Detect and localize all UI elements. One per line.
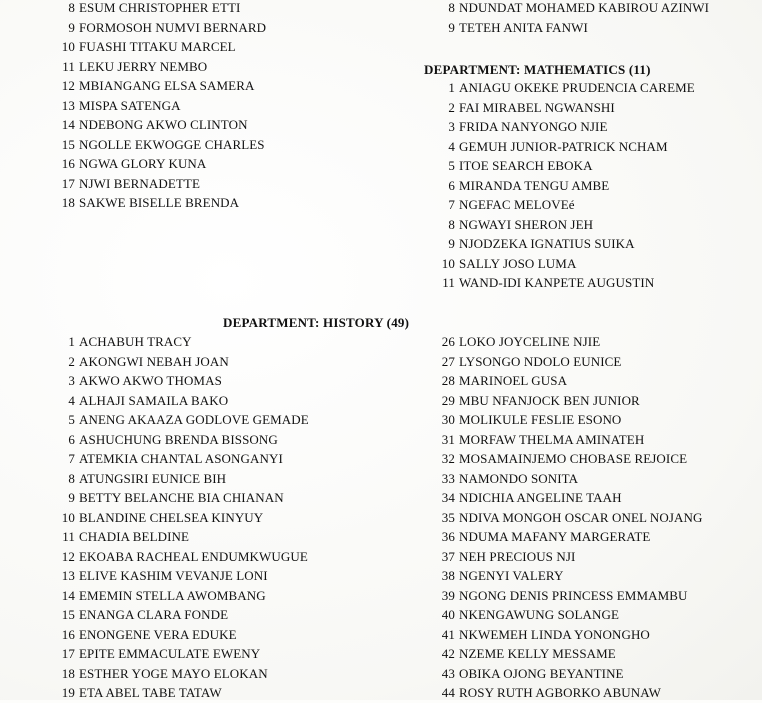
item-number: 38 xyxy=(441,568,455,583)
list-item xyxy=(430,137,668,157)
left-top-list xyxy=(44,0,374,218)
item-number: 29 xyxy=(441,392,455,408)
list-item xyxy=(430,371,567,391)
list-item xyxy=(430,254,576,274)
item-name: AKWO AKWO THOMAS xyxy=(79,373,222,388)
item-name: FRIDA NANYONGO NJIE xyxy=(459,119,608,134)
item-name: ETA ABEL TABE TATAW xyxy=(79,685,222,700)
item-number: 13 xyxy=(61,568,75,583)
item-number: 10 xyxy=(441,255,455,271)
list-item xyxy=(430,273,654,293)
item-number: 19 xyxy=(61,685,75,700)
item-number: 7 xyxy=(448,197,455,212)
list-item xyxy=(44,566,268,586)
list-item xyxy=(430,605,619,625)
item-number: 8 xyxy=(68,0,75,15)
list-item xyxy=(430,449,687,469)
item-name: EKOABA RACHEAL ENDUMKWUGUE xyxy=(79,548,308,564)
list-item xyxy=(430,156,593,176)
history-right-list xyxy=(430,332,760,702)
item-name: MBIANGANG ELSA SAMERA xyxy=(79,78,255,93)
list-item xyxy=(44,625,237,645)
item-name: CHADIA BELDINE xyxy=(79,529,190,544)
item-number: 28 xyxy=(441,373,455,388)
list-item xyxy=(44,430,278,450)
item-name: NGONG DENIS PRINCESS EMMAMBU xyxy=(459,587,688,603)
item-name: BETTY BELANCHE BIA CHIANAN xyxy=(79,490,284,505)
item-number: 3 xyxy=(68,373,75,388)
item-name: ROSY RUTH AGBORKO ABUNAW xyxy=(459,685,662,700)
item-number: 2 xyxy=(448,99,455,115)
item-name: NEH PRECIOUS NJI xyxy=(459,548,576,564)
list-item xyxy=(44,0,240,18)
item-name: NGWA GLORY KUNA xyxy=(79,156,207,171)
item-number: 11 xyxy=(62,529,75,544)
right-top-list xyxy=(430,0,760,43)
item-name: SALLY JOSO LUMA xyxy=(459,255,577,271)
list-item xyxy=(430,215,593,235)
list-item xyxy=(430,586,688,606)
list-item xyxy=(44,508,263,528)
item-name: MIRANDA TENGU AMBE xyxy=(459,177,610,193)
item-number: 8 xyxy=(68,470,75,486)
item-name: EPITE EMMACULATE EWENY xyxy=(79,646,261,661)
item-number: 4 xyxy=(68,392,75,408)
item-name: NKENGAWUNG SOLANGE xyxy=(459,607,619,622)
list-item xyxy=(430,488,622,508)
item-number: 16 xyxy=(61,156,75,171)
item-name: SAKWE BISELLE BRENDA xyxy=(79,195,240,210)
item-name: MARINOEL GUSA xyxy=(459,373,568,388)
list-item xyxy=(44,193,239,213)
item-name: NGEFAC MELOVEé xyxy=(459,197,575,212)
list-item xyxy=(430,234,635,254)
item-number: 30 xyxy=(441,412,455,427)
item-name: NDUNDAT MOHAMED KABIROU AZINWI xyxy=(459,0,710,15)
item-number: 5 xyxy=(448,158,455,173)
item-name: ELIVE KASHIM VEVANJE LONI xyxy=(79,568,268,583)
item-number: 7 xyxy=(68,451,75,466)
item-name: LOKO JOYCELINE NJIE xyxy=(459,334,601,349)
list-item xyxy=(44,586,266,606)
item-name: NDUMA MAFANY MARGERATE xyxy=(459,529,651,544)
item-number: 16 xyxy=(61,626,75,642)
item-name: NJWI BERNADETTE xyxy=(79,175,201,191)
list-item xyxy=(44,644,260,664)
item-name: FORMOSOH NUMVI BERNARD xyxy=(79,19,267,35)
list-item xyxy=(44,391,228,411)
item-name: LYSONGO NDOLO EUNICE xyxy=(459,353,622,369)
item-number: 10 xyxy=(61,39,75,54)
list-item xyxy=(430,566,563,586)
item-name: NJODZEKA IGNATIUS SUIKA xyxy=(459,236,635,251)
list-item xyxy=(44,410,309,430)
item-number: 31 xyxy=(441,431,455,447)
list-item xyxy=(430,78,695,98)
list-item xyxy=(44,332,192,352)
list-item xyxy=(44,664,268,684)
item-name: ANENG AKAAZA GODLOVE GEMADE xyxy=(79,412,309,427)
item-name: FUASHI TITAKU MARCEL xyxy=(79,39,236,54)
item-number: 18 xyxy=(61,665,75,681)
list-item xyxy=(44,488,284,508)
item-name: MISPA SATENGA xyxy=(79,97,181,113)
item-number: 6 xyxy=(68,431,75,447)
item-name: ITOE SEARCH EBOKA xyxy=(459,158,593,173)
item-name: ESTHER YOGE MAYO ELOKAN xyxy=(79,665,268,681)
item-name: ENONGENE VERA EDUKE xyxy=(79,626,237,642)
item-number: 34 xyxy=(441,490,455,505)
item-number: 37 xyxy=(441,548,455,564)
item-name: EMEMIN STELLA AWOMBANG xyxy=(79,587,266,603)
list-item xyxy=(44,527,189,547)
item-name: NAMONDO SONITA xyxy=(459,470,579,486)
item-number: 14 xyxy=(61,117,75,132)
item-number: 4 xyxy=(448,138,455,154)
item-name: NGWAYI SHERON JEH xyxy=(459,216,594,232)
list-item xyxy=(430,527,650,547)
item-name: NDICHIA ANGELINE TAAH xyxy=(459,490,622,505)
item-number: 9 xyxy=(68,490,75,505)
item-name: ACHABUH TRACY xyxy=(79,334,192,349)
item-name: AKONGWI NEBAH JOAN xyxy=(79,353,229,369)
item-name: NDEBONG AKWO CLINTON xyxy=(79,117,248,132)
list-item xyxy=(430,625,650,645)
item-name: FAI MIRABEL NGWANSHI xyxy=(459,99,615,115)
item-name: ALHAJI SAMAILA BAKO xyxy=(79,392,229,408)
list-item xyxy=(430,410,621,430)
list-item xyxy=(44,547,308,567)
item-number: 36 xyxy=(441,529,455,544)
list-item xyxy=(44,37,236,57)
list-item xyxy=(44,18,266,38)
item-number: 9 xyxy=(68,19,75,35)
item-name: MORFAW THELMA AMINATEH xyxy=(459,431,645,447)
item-number: 2 xyxy=(68,353,75,369)
list-item xyxy=(44,76,254,96)
item-number: 15 xyxy=(61,607,75,622)
list-item xyxy=(430,352,621,372)
list-item xyxy=(430,98,615,118)
item-number: 40 xyxy=(441,607,455,622)
item-number: 12 xyxy=(61,548,75,564)
item-number: 26 xyxy=(441,334,455,349)
list-item xyxy=(44,57,207,77)
item-name: OBIKA OJONG BEYANTINE xyxy=(459,665,624,681)
list-item xyxy=(44,352,229,372)
item-number: 9 xyxy=(448,19,455,35)
item-name: MBU NFANJOCK BEN JUNIOR xyxy=(459,392,640,408)
list-item xyxy=(430,18,588,38)
list-item xyxy=(430,391,640,411)
item-number: 1 xyxy=(448,80,455,95)
list-item xyxy=(430,547,575,567)
item-number: 9 xyxy=(448,236,455,251)
list-item xyxy=(430,430,644,450)
list-item xyxy=(44,135,265,155)
mathematics-heading: DEPARTMENT: MATHEMATICS (11) xyxy=(424,62,651,77)
list-item xyxy=(430,469,578,489)
list-item xyxy=(44,605,228,625)
item-name: NGOLLE EKWOGGE CHARLES xyxy=(79,136,265,152)
list-item xyxy=(430,644,616,664)
item-name: ANIAGU OKEKE PRUDENCIA CAREME xyxy=(459,80,695,95)
list-item xyxy=(44,174,200,194)
item-number: 17 xyxy=(61,175,75,191)
item-number: 35 xyxy=(441,509,455,525)
item-name: ASHUCHUNG BRENDA BISSONG xyxy=(79,431,278,447)
item-number: 13 xyxy=(61,97,75,113)
item-number: 5 xyxy=(68,412,75,427)
list-item xyxy=(430,195,575,215)
item-name: ENANGA CLARA FONDE xyxy=(79,607,229,622)
list-item xyxy=(430,508,703,528)
item-name: MOSAMAINJEMO CHOBASE REJOICE xyxy=(459,451,688,466)
list-item xyxy=(44,154,206,174)
item-number: 18 xyxy=(61,195,75,210)
list-item xyxy=(430,176,609,196)
item-name: NDIVA MONGOH OSCAR ONEL NOJANG xyxy=(459,509,703,525)
list-item xyxy=(44,115,248,135)
item-name: ATEMKIA CHANTAL ASONGANYI xyxy=(79,451,283,466)
item-number: 14 xyxy=(61,587,75,603)
item-name: MOLIKULE FESLIE ESONO xyxy=(459,412,622,427)
item-number: 41 xyxy=(441,626,455,642)
item-number: 11 xyxy=(442,275,455,290)
list-item xyxy=(44,469,226,489)
item-name: LEKU JERRY NEMBO xyxy=(79,58,208,74)
item-name: WAND-IDI KANPETE AUGUSTIN xyxy=(459,275,655,290)
item-name: NZEME KELLY MESSAME xyxy=(459,646,616,661)
list-item xyxy=(430,664,624,684)
list-item xyxy=(44,449,283,469)
item-number: 44 xyxy=(441,685,455,700)
item-name: TETEH ANITA FANWI xyxy=(459,19,588,35)
item-number: 1 xyxy=(68,334,75,349)
item-number: 8 xyxy=(448,216,455,232)
item-number: 15 xyxy=(61,136,75,152)
item-number: 42 xyxy=(441,646,455,661)
list-item xyxy=(430,0,709,18)
mathematics-list xyxy=(430,78,760,298)
item-number: 39 xyxy=(441,587,455,603)
history-heading: DEPARTMENT: HISTORY (49) xyxy=(223,315,410,330)
history-left-list xyxy=(44,332,404,702)
item-number: 10 xyxy=(61,509,75,525)
item-number: 27 xyxy=(441,353,455,369)
item-number: 8 xyxy=(448,0,455,15)
item-number: 3 xyxy=(448,119,455,134)
item-name: ESUM CHRISTOPHER ETTI xyxy=(79,0,241,15)
item-name: BLANDINE CHELSEA KINYUY xyxy=(79,509,264,525)
item-name: GEMUH JUNIOR-PATRICK NCHAM xyxy=(459,138,668,154)
list-item xyxy=(430,117,608,137)
item-number: 43 xyxy=(441,665,455,681)
item-number: 12 xyxy=(61,78,75,93)
list-item xyxy=(44,96,181,116)
item-name: NKWEMEH LINDA YONONGHO xyxy=(459,626,650,642)
list-item xyxy=(44,371,222,391)
item-number: 33 xyxy=(441,470,455,486)
list-item xyxy=(430,332,600,352)
item-number: 17 xyxy=(61,646,75,661)
item-name: ATUNGSIRI EUNICE BIH xyxy=(79,470,227,486)
item-number: 11 xyxy=(62,58,75,74)
item-name: NGENYI VALERY xyxy=(459,568,564,583)
item-number: 32 xyxy=(441,451,455,466)
item-number: 6 xyxy=(448,177,455,193)
